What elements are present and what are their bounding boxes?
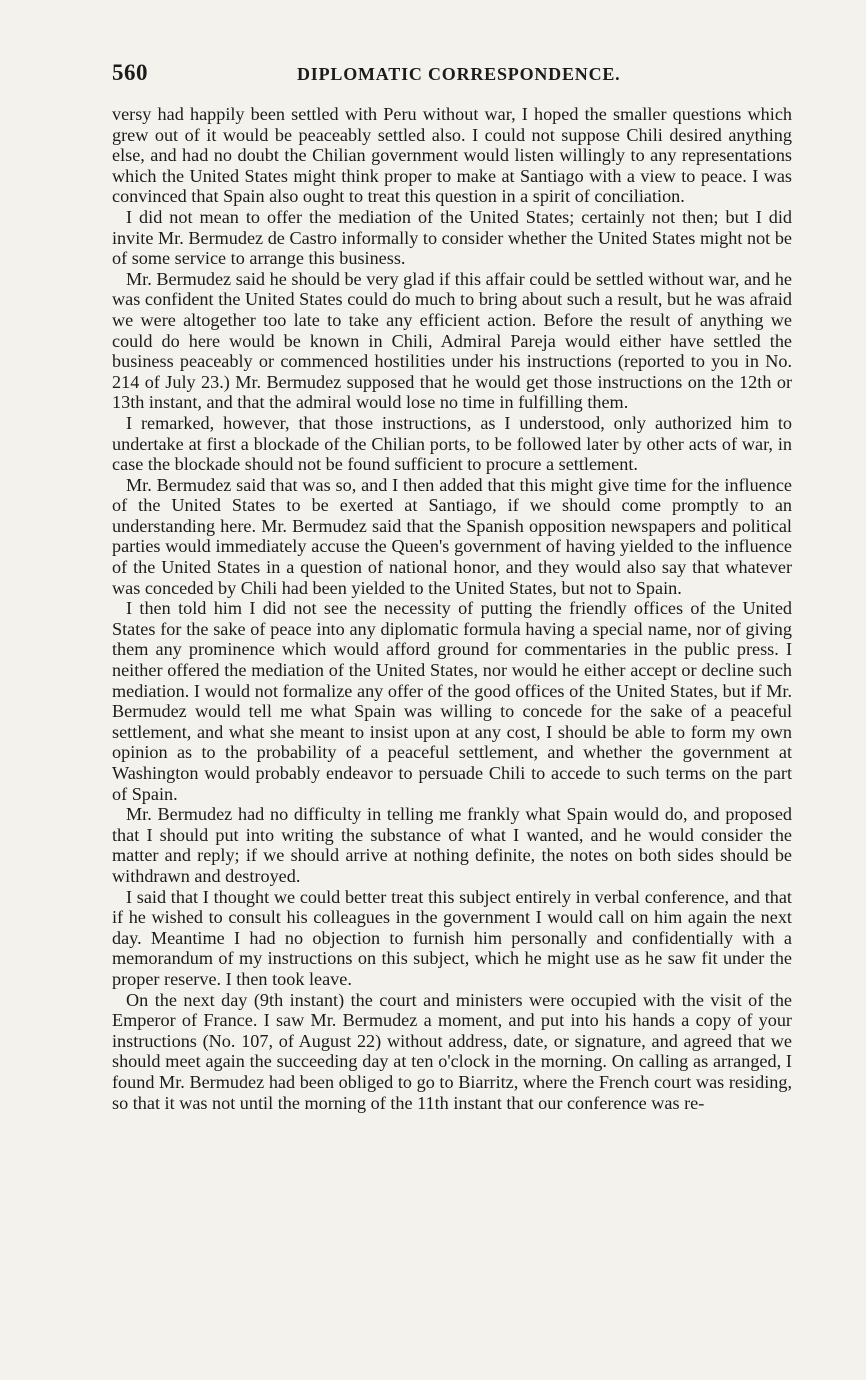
body-text — [112, 104, 792, 1113]
paragraph: I remarked, however, that those instructions, as I understood, only authorized him to undertake at first a blockade of the Chilian ports, to be followed later by other acts of war, in case the blockade should not be found sufficient to procure a settlement. — [112, 412, 792, 475]
paragraph: Mr. Bermudez said that was so, and I then added that this might give time for the influence of the United States to be exerted at Santiago, if we should come promptly to an understanding here. Mr. Bermudez said that the Spanish opposition newspapers and political parties would immediately accuse the Queen's government of having yielded to the influence of the United States in a question of national honor, and they would also say that whatever was conceded by Chili had been yielded to the United States, but not to Spain. — [112, 474, 792, 598]
page-number: 560 — [112, 60, 148, 85]
paragraph: I did not mean to offer the mediation of the United States; certainly not then; but I did invite Mr. Bermudez de Castro informally to consider whether the United States might not be of some service to arrange this business. — [112, 206, 792, 269]
paragraph: Mr. Bermudez had no difficulty in telling me frankly what Spain would do, and proposed that I should put into writing the substance of what I wanted, and he would consider the matter and reply; if we should arrive at nothing definite, the notes on both sides should be withdrawn and destroyed. — [112, 804, 792, 886]
page-header — [112, 60, 792, 90]
paragraph: versy had happily been settled with Peru without war, I hoped the smaller questions which grew out of it would be peaceably settled also. I could not suppose Chili desired anything else, and had no doubt the Chilian government would listen willingly to any representations which the United States might think proper to make at Santiago with a view to peace. I was convinced that Spain also ought to treat this question in a spirit of conciliation. — [112, 104, 792, 207]
paragraph: Mr. Bermudez said he should be very glad if this affair could be settled without war, and he was confident the United States could do much to bring about such a result, but he was afraid we were altogether too late to take any efficient action. Before the result of anything we could do here would be known in Chili, Admiral Pareja would either have settled the business peaceably or commenced hostilities under his instructions (reported to you in No. 214 of July 23.) Mr. Bermudez supposed that he would get those instructions on the 12th or 13th instant, and that the admiral would lose no time in fulfilling them. — [112, 268, 792, 413]
paragraph: On the next day (9th instant) the court and ministers were occupied with the visit of the Emperor of France. I saw Mr. Bermudez a moment, and put into his hands a copy of your instructions (No. 107, of August 22) without address, date, or signature, and agreed that we should meet again the succeeding day at ten o'clock in the morning. On calling as arranged, I found Mr. Bermudez had been obliged to go to Biarritz, where the French court was residing, so that it was not until the morning of the 11th instant that our conference was re- — [112, 989, 792, 1113]
paragraph: I said that I thought we could better treat this subject entirely in verbal conference, and that if he wished to consult his colleagues in the government I would call on him again the next day. Meantime I had no objection to furnish him personally and confidentially with a memorandum of my instructions on this subject, which he might use as he saw fit under the proper reserve. I then took leave. — [112, 886, 792, 989]
paragraph: I then told him I did not see the necessity of putting the friendly offices of the United States for the sake of peace into any diplomatic formula having a special name, nor of giving them any prominence which would afford ground for commentaries in the public press. I neither offered the mediation of the United States, nor would he either accept or decline such mediation. I would not formalize any offer of the good offices of the United States, but if Mr. Bermudez would tell me what Spain was willing to concede for the sake of a peaceful settlement, and what she meant to insist upon at any cost, I should be able to form my own opinion as to the probability of a peaceful settlement, and whether the government at Washington would probably endeavor to persuade Chili to accede to such terms on the part of Spain. — [112, 598, 792, 804]
running-title: DIPLOMATIC CORRESPONDENCE. — [297, 64, 621, 84]
